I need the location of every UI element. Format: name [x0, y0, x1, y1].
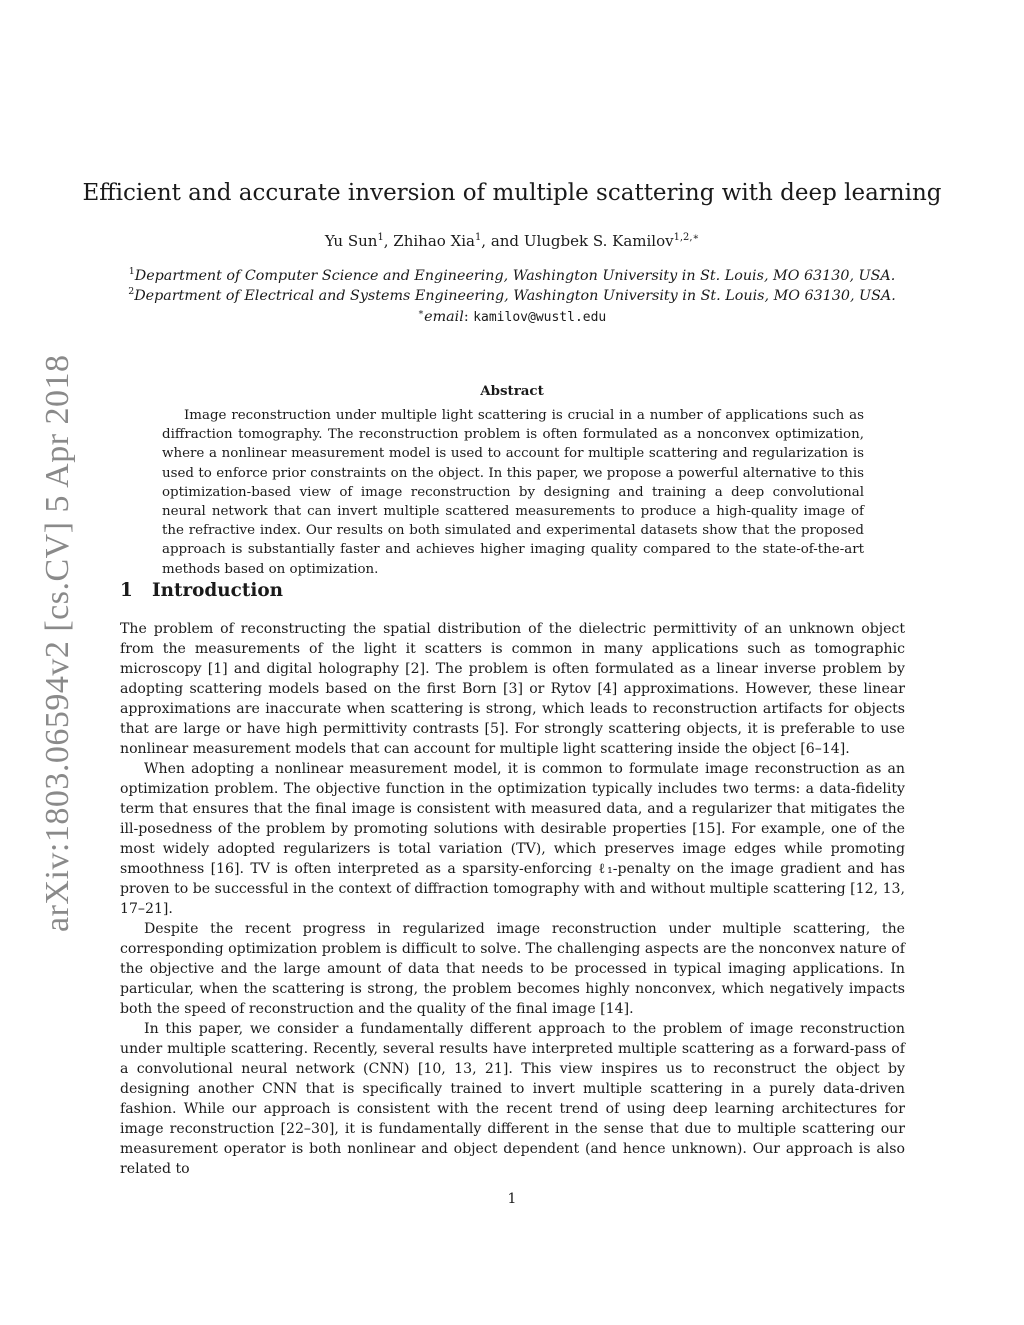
contact-email-line [0, 306, 1024, 329]
abstract-heading: Abstract [480, 383, 544, 399]
arxiv-identifier-stamp: arXiv:1803.06594v2 [cs.CV] 5 Apr 2018 [39, 354, 76, 932]
author-separator: , and [481, 232, 524, 250]
affiliation-mark: 1 [128, 266, 135, 278]
body-paragraph: In this paper, we consider a fundamentally different approach to the problem of image reconstruction under multiple scattering. Recently, several results have interpreted multiple scattering as a forward-pass of a convolutional neural network (CNN) [10, 13, 21]. This view inspires us to reconstruct the object by designing another CNN that is specifically trained to invert multiple scattering in a purely data-driven fashion. While our approach is consistent with the recent trend of using deep learning architectures for image reconstruction [22–30], it is fundamentally different in the sense that due to multiple scattering our measurement operator is both nonlinear and object dependent (and hence unknown). Our approach is also related to [120, 1021, 905, 1177]
email-address: kamilov@wustl.edu [473, 310, 607, 325]
author-name: Yu Sun [324, 232, 378, 250]
section-heading-introduction [120, 577, 520, 605]
affiliation-text: Department of Computer Science and Engineering, Washington University in St. Louis, MO 63130, USA. [134, 268, 896, 284]
section-number: 1 [120, 580, 133, 601]
affiliation-2 [0, 286, 1024, 306]
author-name: Ulugbek S. Kamilov [523, 232, 674, 250]
paper-title: Efficient and accurate inversion of multiple scattering with deep learning [82, 180, 942, 206]
email-colon: : [463, 309, 474, 325]
author-affiliation-mark: 1 [475, 232, 482, 243]
introduction-body [120, 619, 905, 1179]
corresponding-mark: ∗ [417, 307, 425, 319]
abstract-body [162, 406, 864, 579]
body-paragraph: When adopting a nonlinear measurement model, it is common to formulate image reconstruction as an optimization problem. The objective function in the optimization typically includes two terms: a data-fidelity term that ensures that the final image is consistent with measured data, and a regularizer that mitigates the ill-posedness of the problem by promoting solutions with desirable properties [15]. For example, one of the most widely adopted regularizers is total variation (TV), which preserves image edges while promoting smoothness [16]. TV is often interpreted as a sparsity-enforcing ℓ₁-penalty on the image gradient and has proven to be successful in the context of diffraction tomography with and without multiple scattering [12, 13, 17–21]. [120, 761, 905, 917]
affiliation-1 [0, 266, 1024, 286]
affiliation-mark: 2 [128, 286, 135, 298]
body-paragraph: Despite the recent progress in regularized image reconstruction under multiple scattering, the corresponding optimization problem is difficult to solve. The challenging aspects are the nonconvex nature of the objective and the large amount of data that needs to be processed in typical imaging applications. In particular, when the scattering is strong, the problem becomes highly nonconvex, which negatively impacts both the speed of reconstruction and the quality of the final image [14]. [120, 921, 905, 1017]
author-list [0, 228, 1024, 254]
author-affiliation-mark: 1 [377, 232, 384, 243]
section-title: Introduction [152, 580, 283, 601]
affiliation-text: Department of Electrical and Systems Engineering, Washington University in St. Louis, MO 63130, USA. [134, 288, 896, 304]
author-affiliation-mark: 1,2,∗ [673, 232, 700, 243]
abstract-paragraph: Image reconstruction under multiple light scattering is crucial in a number of applications such as diffraction tomography. The reconstruction problem is often formulated as a nonconvex optimization, where a nonlinear measurement model is used to account for multiple scattering and regularization is used to enforce prior constraints on the object. In this paper, we propose a powerful alternative to this optimization-based view of image reconstruction by designing and training a deep convolutional neural network that can invert multiple scattered measurements to produce a high-quality image of the refractive index. Our results on both simulated and experimental datasets show that the proposed approach is substantially faster and achieves higher imaging quality compared to the state-of-the-art methods based on optimization. [162, 408, 864, 577]
page-number: 1 [507, 1191, 517, 1207]
author-separator: , [383, 232, 394, 250]
body-paragraph: The problem of reconstructing the spatial distribution of the dielectric permittivity of an unknown object from the measurements of the light it scatters is common in many applications such as tomographic microscopy [1] and digital holography [2]. The problem is often formulated as a linear inverse problem by adopting scattering models based on the first Born [3] or Rytov [4] approximations. However, these linear approximations are inaccurate when scattering is strong, which leads to reconstruction artifacts for objects that are large or have high permittivity contrasts [5]. For strongly scattering objects, it is preferable to use nonlinear measurement models that can account for multiple light scattering inside the object [6–14]. [120, 621, 905, 757]
author-name: Zhihao Xia [393, 232, 475, 250]
email-label: email [424, 309, 464, 325]
